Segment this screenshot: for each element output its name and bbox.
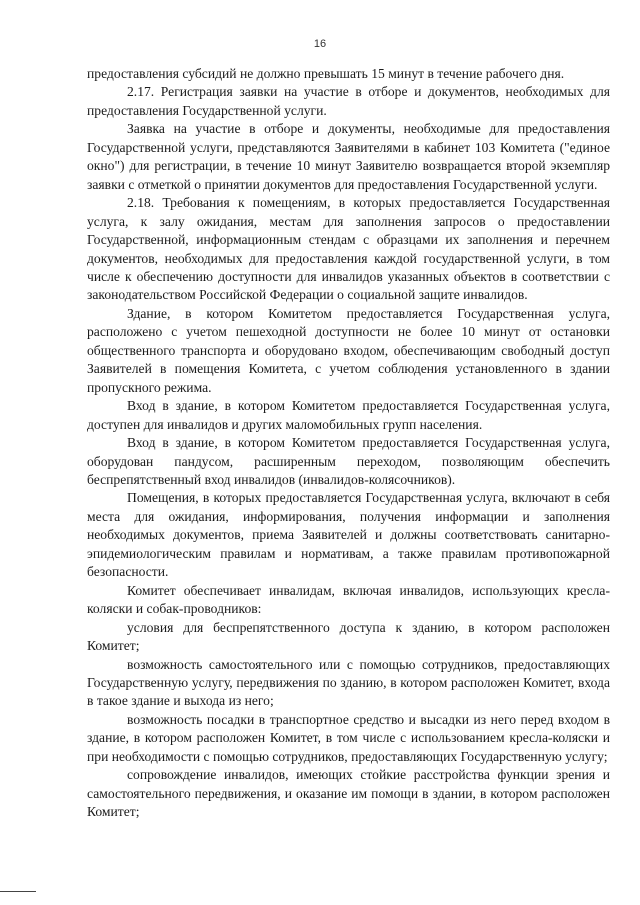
list-item-access-conditions: условия для беспрепятственного доступа к зданию, в котором расположен Комитет; bbox=[87, 619, 610, 654]
scan-edge-mark bbox=[0, 891, 36, 892]
document-body bbox=[87, 65, 610, 822]
paragraph-premises: Помещения, в которых предоставляется Государственная услуга, включают в себя места для ожидания, информирования, получения информации и заполнения необходимых документов, приема Заявителей и должны соответствовать санитарно-эпидемиологическим правилам и нормативам, а также правилам противопожарной безопасности. bbox=[87, 490, 610, 580]
section-heading-2-17: 2.17. Регистрация заявки на участие в отборе и документов, необходимых для предоставления Государственной услуги. bbox=[87, 84, 610, 118]
paragraph-committee-provides: Комитет обеспечивает инвалидам, включая инвалидов, использующих кресла-коляски и собак-проводников: bbox=[87, 582, 610, 617]
paragraph-ramp-entrance: Вход в здание, в котором Комитетом предоставляется Государственная услуга, оборудован пандусом, расширенным переходом, позволяющим обеспечить беспрепятственный вход инвалидов (инвалидов-колясочников). bbox=[87, 435, 610, 487]
section-heading-2-18: 2.18. Требования к помещениям, в которых предоставляется Государственная услуга, к залу ожидания, местам для заполнения запросов о предоставлении Государственной, информационным стендам с образцами их заполнения и перечнем документов, необходимых для предоставления каждой государственной услуги, в том числе к обеспечению доступности для инвалидов указанных объектов в соответствии с законодательством Российской Федерации о социальной защите инвалидов. bbox=[87, 195, 610, 303]
list-item-escort: сопровождение инвалидов, имеющих стойкие расстройства функции зрения и самостоятельного передвижения, и оказание им помощи в здании, в котором расположен Комитет; bbox=[87, 767, 610, 820]
paragraph-continuation: предоставления субсидий не должно превышать 15 минут в течение рабочего дня. bbox=[87, 66, 565, 81]
list-item-transport: возможность посадки в транспортное средство и высадки из него перед входом в здание, в котором расположен Комитет, в том числе с использованием кресла-коляски и при необходимости с помощью сотрудников, предоставляющих Государственную услугу; bbox=[87, 711, 610, 764]
paragraph-application-registration: Заявка на участие в отборе и документы, необходимые для предоставления Государственной услуги, представляются Заявителями в кабинет 103 Комитета ("единое окно") для регистрации, в течение 10 минут Заявителю возвращается второй экземпляр заявки с отметкой о принятии документов для предоставления Государственной услуги. bbox=[87, 121, 610, 192]
list-item-movement: возможность самостоятельного или с помощью сотрудников, предоставляющих Государственную услугу, передвижения по зданию, в котором расположен Комитет, входа в такое здание и выхода из него; bbox=[87, 656, 610, 709]
paragraph-building-access: Вход в здание, в котором Комитетом предоставляется Государственная услуга, доступен для инвалидов и других маломобильных групп населения. bbox=[87, 398, 610, 432]
page-number: 16 bbox=[313, 38, 327, 50]
paragraph-building-location: Здание, в котором Комитетом предоставляется Государственная услуга, расположено с учетом пешеходной доступности не более 10 минут от остановки общественного транспорта и оборудовано входом, обеспечивающим свободный доступ Заявителей в помещения Комитета, с учетом соблюдения установленного в здании пропускного режима. bbox=[87, 305, 610, 395]
